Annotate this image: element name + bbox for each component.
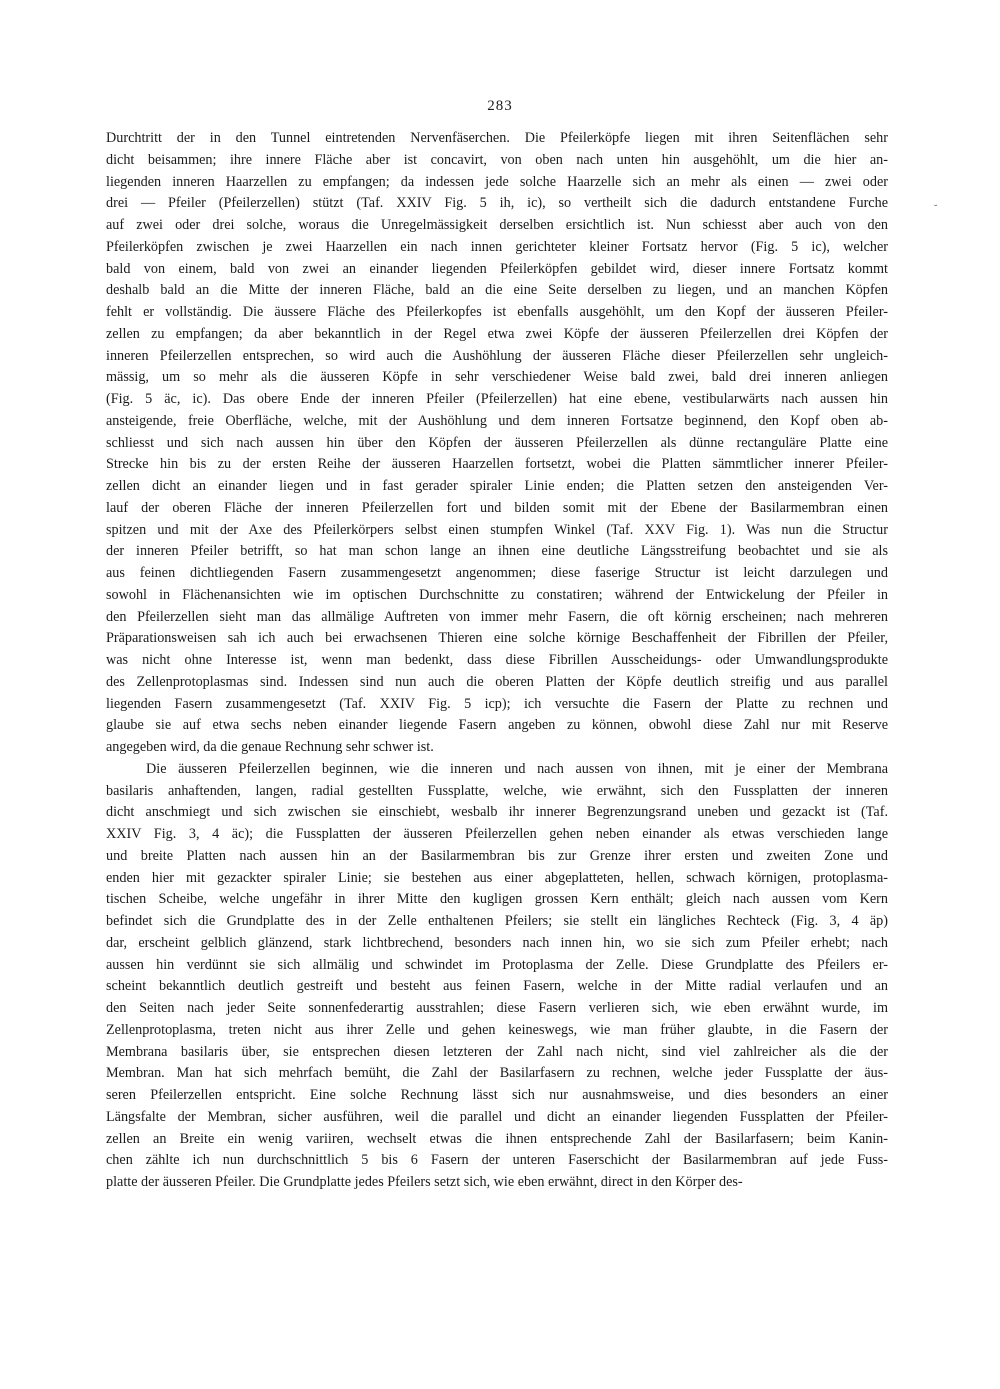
body-text: [106, 128, 888, 1194]
text-line: scheint bekanntlich deutlich gestreift und besteht aus feinen Fasern, welche in der Mitte radial verlaufen und an: [106, 978, 888, 995]
text-line: XXIV Fig. 3, 4 äc); die Fussplatten der äusseren Pfeilerzellen gehen neben einander als etwas verschieden lange: [106, 826, 888, 842]
text-line: spitzen und mit der Axe des Pfeilerkörpers selbst einen stumpfen Winkel (Taf. XXV Fig. 1). Was nun die Structur: [106, 521, 888, 538]
text-line: tischen Scheibe, welche ungefähr in ihrer Mitte den kugligen grossen Kern enthält; gleich nach aussen vom Kern: [106, 891, 888, 908]
text-line: des Zellenprotoplasmas sind. Indessen sind nun auch die oberen Platten der Köpfe deutlich streifig und aus parallel: [106, 673, 888, 690]
text-line: zellen an Breite ein wenig variiren, wechselt etwas die ihnen entsprechende Zahl der Basilarfasern; beim Kanin-: [106, 1130, 888, 1147]
text-line: seren Pfeilerzellen entspricht. Eine solche Rechnung lässt sich nur ausnahmsweise, und dies besonders an einer: [106, 1087, 888, 1103]
text-line: ansteigende, freie Oberfläche, welche, mit der Aushöhlung und dem inneren Fortsatze beginnend, den Kopf oben ab-: [106, 412, 888, 429]
text-line: angegeben wird, da die genaue Rechnung sehr schwer ist.: [106, 739, 434, 755]
text-line: Membran. Man hat sich mehrfach bemüht, die Zahl der Basilarfasern zu rechnen, welche jeder Fussplatte der äus-: [106, 1065, 888, 1082]
text-line: (Fig. 5 äc, ic). Das obere Ende der inneren Pfeiler (Pfeilerzellen) hat eine ebene, vestibularwärts nach aussen hin: [106, 391, 888, 407]
text-line: befindet sich die Grundplatte des in der Zelle enthaltenen Pfeilers; sie stellt ein längliches Rechteck (Fig. 3, 4 äp): [106, 913, 888, 929]
text-line: und breite Platten nach aussen hin an der Basilarmembran bis zur Grenze ihrer ersten und zweiten Zone und: [106, 847, 888, 864]
text-line: Strecke hin bis zu der ersten Reihe der äusseren Haarzellen fortsetzt, wobei die Platten sämmtlicher innerer Pfeiler-: [106, 456, 888, 473]
text-line: mässig, um so mehr als die äusseren Köpfe in sehr verschiedener Weise bald zwei, bald drei inneren anliegen: [106, 369, 888, 386]
text-line: Längsfalte der Membran, sicher ausführen, weil die parallel und dicht an einander liegenden Fussplatten der Pfeiler-: [106, 1108, 888, 1125]
text-line: dicht beisammen; ihre innere Fläche aber ist concavirt, von oben nach unten hin ausgehöhlt, um die hier an-: [106, 151, 888, 168]
text-line: Zellenprotoplasma, treten nicht aus ihrer Zelle und gehen keineswegs, wie man früher glaubte, in die Fasern der: [106, 1021, 888, 1038]
text-line: basilaris anhaftenden, langen, radial gestellten Fussplatte, welche, wie erwähnt, sich den Fussplatten der inneren: [106, 782, 888, 799]
text-line: drei — Pfeiler (Pfeilerzellen) stützt (Taf. XXIV Fig. 5 ih, ic), so vertheilt sich die dadurch entstandene Furche: [106, 195, 888, 212]
text-line: liegenden Fasern zusammengesetzt (Taf. XXIV Fig. 5 icp); ich versuchte die Fasern der Platte zu rechnen und: [106, 695, 888, 712]
text-line: was nicht ohne Interesse ist, wenn man bedenkt, dass diese Fibrillen Ausscheidungs- oder Umwandlungsprodukte: [106, 652, 888, 668]
text-line: Durchtritt der in den Tunnel eintretenden Nervenfäserchen. Die Pfeilerköpfe liegen mit ihren Seitenflächen sehr: [106, 130, 888, 146]
text-line: aussen hin verdünnt sie sich allmälig und schwindet im Protoplasma der Zelle. Diese Grundplatte des Pfeilers er-: [106, 956, 888, 973]
text-line: bald von einem, bald von zwei an einander liegenden Pfeilerköpfen gebildet wird, dieser innere Fortsatz kommt: [106, 260, 888, 277]
text-line: Membrana basilaris über, sie entsprechen diesen letzteren der Zahl nach nicht, sind viel zahlreicher als die der: [106, 1043, 888, 1060]
text-line: schliesst und sich nach aussen hin über den Köpfen der äusseren Pfeilerzellen als dünne rectanguläre Platte eine: [106, 434, 888, 451]
text-line: platte der äusseren Pfeiler. Die Grundplatte jedes Pfeilers setzt sich, wie eben erwähnt, direct in den Körper des-: [106, 1174, 743, 1190]
text-line: liegenden inneren Haarzellen zu empfangen; da indessen jede solche Haarzelle sich an mehr als einen — zwei oder: [106, 173, 888, 190]
text-line: zellen zu empfangen; da aber bekanntlich in der Regel etwa zwei Köpfe der äusseren Pfeilerzellen drei Köpfen der: [106, 325, 888, 342]
text-line: chen zählte ich nun durchschnittlich 5 bis 6 Fasern der unteren Faserschicht der Basilarmembran auf jede Fuss-: [106, 1152, 888, 1169]
text-line: Pfeilerköpfen zwischen je zwei Haarzellen ein nach innen gerichteter kleiner Fortsatz hervor (Fig. 5 ic), welcher: [106, 238, 888, 255]
text-line: aus feinen dichtliegenden Fasern zusammengesetzt angenommen; diese faserige Structur ist leicht darzulegen und: [106, 565, 888, 581]
text-line: den Seiten nach jeder Seite sonnenfederartig ausstrahlen; diese Fasern verlieren sich, wie eben erwähnt wurde, im: [106, 1000, 888, 1016]
text-line: dicht anschmiegt und sich zwischen sie einschiebt, wesbalb ihr innerer Begrenzungsrand uneben und gezackt ist (Taf.: [106, 804, 888, 821]
text-line: deshalb bald an die Mitte der inneren Fläche, bald an die eine Seite derselben zu liegen, und an manchen Köpfen: [106, 282, 888, 299]
text-line: den Pfeilerzellen sieht man das allmälige Auftreten von immer mehr Fasern, die oft körnig erscheinen; nach mehreren: [106, 608, 888, 625]
text-line: enden hier mit gezackter spiraler Linie; sie bestehen aus einer abgeplatteten, hellen, schwach körnigen, protoplasma-: [106, 869, 888, 886]
text-line: inneren Pfeilerzellen entsprechen, so wird auch die Aushöhlung der äusseren Fläche dieser Pfeilerzellen sehr ungleich-: [106, 347, 888, 364]
text-line: der inneren Pfeiler betrifft, so hat man schon lange an ihnen eine deutliche Längsstreifung beobachtet und sie als: [106, 543, 888, 560]
text-line: dar, erscheint gelblich glänzend, stark lichtbrechend, besonders nach innen hin, wo sie sich zum Pfeiler erhebt; nach: [106, 934, 888, 951]
text-line: lauf der oberen Fläche der inneren Pfeilerzellen fort und bilden somit mit der Ebene der Basilarmembran einen: [106, 499, 888, 516]
text-line: sowohl in Flächenansichten wie im optischen Durchschnitte zu constatiren; während der Entwickelung der Pfeiler in: [106, 586, 888, 603]
paragraph: [106, 759, 888, 1194]
text-line: auf zwei oder drei solche, woraus die Unregelmässigkeit derselben ersichtlich ist. Nun schiesst aber auch von den: [106, 217, 888, 233]
margin-mark: ˘: [934, 204, 938, 215]
text-line: Die äusseren Pfeilerzellen beginnen, wie die inneren und nach aussen von ihnen, mit je einer der Membrana: [146, 760, 888, 777]
page-number: 283: [487, 98, 513, 114]
paragraph: [106, 128, 888, 759]
text-line: glaube sie auf etwa sechs neben einander liegende Fasern angeben zu können, obwohl diese Zahl nur mit Reserve: [106, 717, 888, 734]
text-line: zellen dicht an einander liegen und in fast gerader spiraler Linie enden; die Platten setzen den ansteigenden Ver-: [106, 478, 888, 494]
text-line: Präparationsweisen sah ich auch bei erwachsenen Thieren eine solche körnige Beschaffenheit der Fibrillen der Pfeiler,: [106, 630, 888, 647]
text-line: fehlt er vollständig. Die äussere Fläche des Pfeilerkopfes ist ebenfalls ausgehöhlt, um den Kopf der äusseren Pfeiler-: [106, 304, 888, 320]
